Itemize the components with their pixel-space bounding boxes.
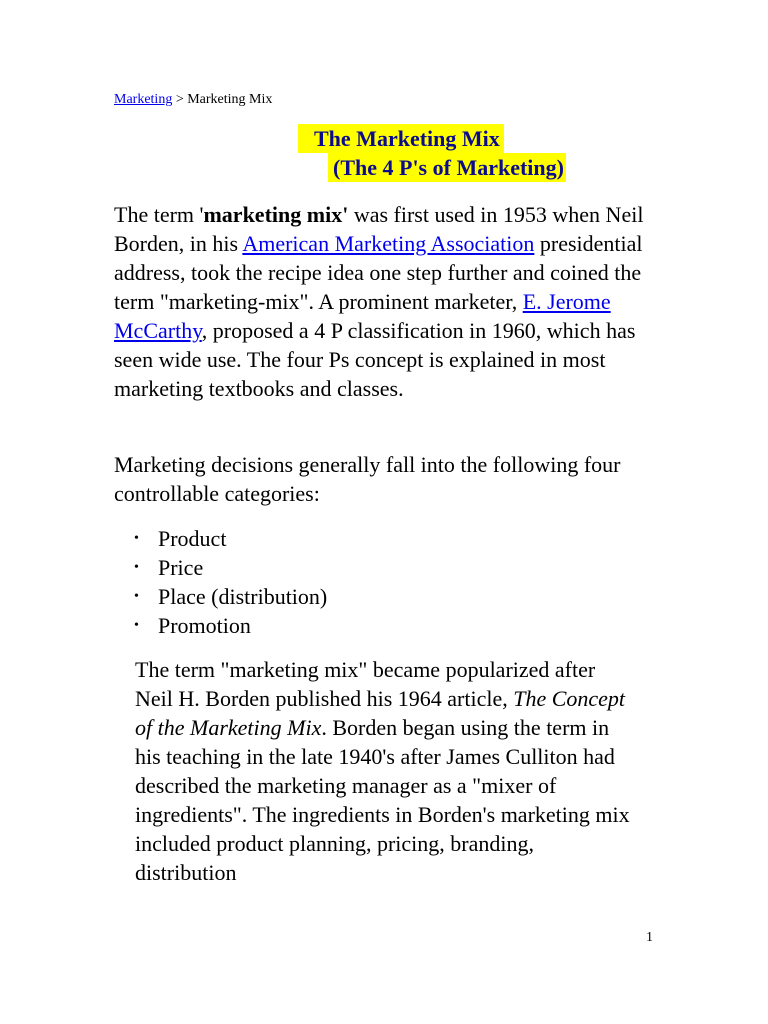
breadcrumb-current: Marketing Mix	[187, 92, 273, 107]
breadcrumb-separator: >	[172, 92, 188, 107]
bullet-icon: •	[134, 618, 139, 633]
intro-text-2: was first used in 1953 when Neil Borden, in his	[114, 202, 644, 256]
list-item-label: Promotion	[158, 613, 251, 638]
intro-paragraph	[114, 200, 674, 403]
history-text-1: The term "marketing mix" became popularized after Neil H. Borden published his 1964 article,	[135, 657, 596, 711]
list-item-label: Product	[158, 526, 227, 551]
history-text-2: . Borden began using the term in his teaching in the late 1940's after James Culliton had described the marketing manager as a "mixer of ingredients". The ingredients in Borden's marketing mix included product planning, pricing, branding, distribution	[135, 715, 630, 885]
title-line-2: (The 4 P's of Marketing)	[328, 153, 566, 182]
page-number: 1	[646, 930, 653, 945]
intro-text-1: The term '	[114, 202, 204, 227]
categories-list	[134, 524, 327, 640]
article-title: The Concept of the Marketing Mix	[135, 686, 626, 740]
breadcrumb-link-marketing[interactable]: Marketing	[114, 92, 173, 107]
link-e-jerome-mccarthy[interactable]: E. Jerome McCarthy	[114, 289, 611, 343]
list-item	[134, 553, 327, 582]
intro-text-4: , proposed a 4 P classification in 1960, which has seen wide use. The four Ps concept is explained in most marketing textbooks and classes.	[114, 318, 636, 401]
list-item	[134, 524, 327, 553]
list-item	[134, 582, 327, 611]
categories-intro-paragraph: Marketing decisions generally fall into the following four controllable categories:	[114, 452, 621, 506]
title-line-1: The Marketing Mix	[298, 124, 504, 153]
page-title	[298, 124, 566, 182]
list-item	[134, 611, 327, 640]
list-item-label: Price	[158, 555, 204, 580]
history-paragraph	[135, 655, 635, 887]
bullet-icon: •	[134, 589, 139, 604]
breadcrumb	[114, 90, 272, 110]
list-item-label: Place (distribution)	[158, 584, 328, 609]
intro-text-3: presidential address, took the recipe idea one step further and coined the term "marketing-mix". A prominent marketer,	[114, 231, 643, 314]
intro-bold-term: marketing mix'	[203, 202, 349, 227]
bullet-icon: •	[134, 560, 139, 575]
bullet-icon: •	[134, 531, 139, 546]
link-american-marketing-association[interactable]: American Marketing Association	[242, 231, 535, 256]
